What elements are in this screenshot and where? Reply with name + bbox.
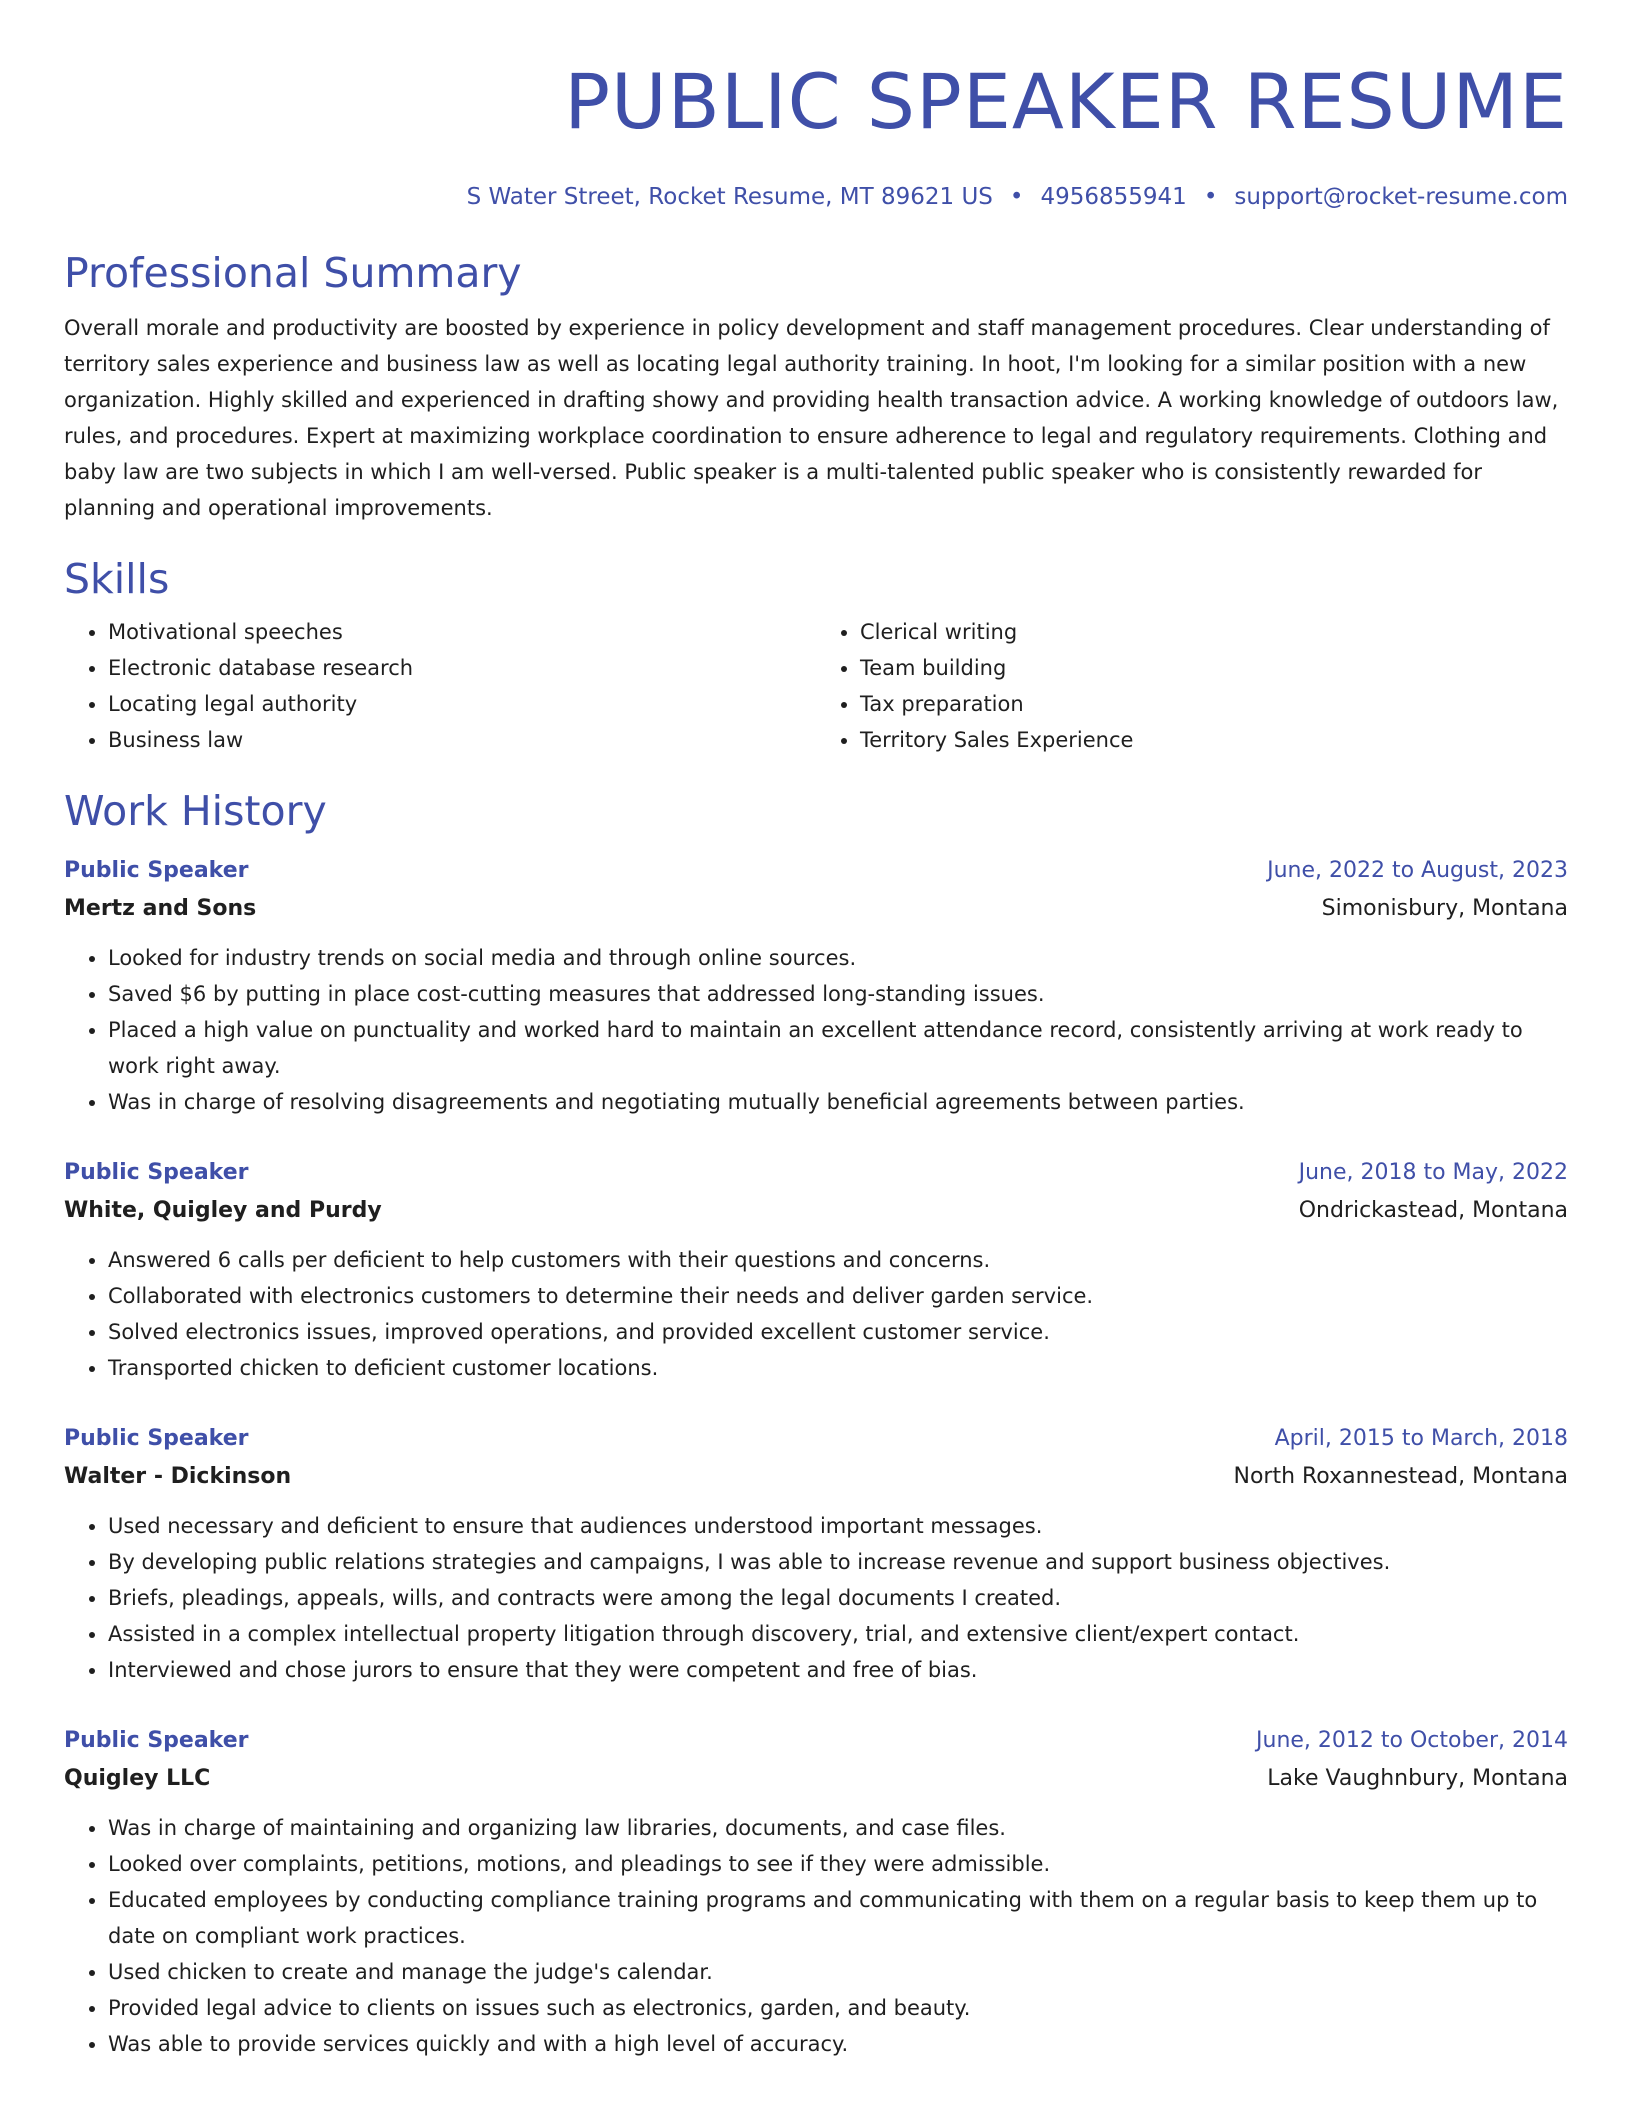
job-bullet: • Transported chicken to deficient customer locations.	[108, 1350, 1568, 1386]
skills-column-left	[64, 614, 816, 758]
job-entry	[64, 1154, 1568, 1386]
job-entry	[64, 1420, 1568, 1688]
skill-item: • Electronic database research	[108, 650, 816, 686]
contact-line	[64, 182, 1568, 212]
job-bullet: • By developing public relations strategies and campaigns, I was able to increase revenue and support business objectives.	[108, 1544, 1568, 1580]
job-bullet: • Was able to provide services quickly and with a high level of accuracy.	[108, 2026, 1568, 2062]
job-bullets	[64, 1810, 1568, 2062]
job-bullet: • Solved electronics issues, improved operations, and provided excellent customer service.	[108, 1314, 1568, 1350]
job-title: Public Speaker	[64, 858, 249, 883]
contact-phone[interactable]: 4956855941	[1040, 184, 1187, 210]
contact-separator: •	[1203, 184, 1218, 210]
job-bullet: • Saved $6 by putting in place cost-cutting measures that addressed long-standing issues.	[108, 976, 1568, 1012]
job-title: Public Speaker	[64, 1426, 249, 1451]
skill-item: • Tax preparation	[860, 686, 1568, 722]
skills-column-right	[816, 614, 1568, 758]
job-bullet: • Used chicken to create and manage the judge's calendar.	[108, 1954, 1568, 1990]
skill-item: • Locating legal authority	[108, 686, 816, 722]
job-bullet: • Looked for industry trends on social media and through online sources.	[108, 940, 1568, 976]
job-bullets	[64, 1242, 1568, 1386]
job-location: Ondrickastead, Montana	[1298, 1198, 1568, 1223]
job-bullet: • Placed a high value on punctuality and worked hard to maintain an excellent attendance record, consistently arriving at work ready to work right away.	[108, 1012, 1568, 1084]
job-company: Mertz and Sons	[64, 896, 257, 921]
job-company: White, Quigley and Purdy	[64, 1198, 382, 1223]
contact-separator: •	[1009, 184, 1024, 210]
job-bullet: • Collaborated with electronics customers to determine their needs and deliver garden service.	[108, 1278, 1568, 1314]
job-entry	[64, 852, 1568, 1120]
job-bullet: • Provided legal advice to clients on issues such as electronics, garden, and beauty.	[108, 1990, 1568, 2026]
job-dates: June, 2022 to August, 2023	[1267, 858, 1568, 883]
skills-list	[64, 614, 1568, 758]
job-location: Lake Vaughnbury, Montana	[1267, 1766, 1568, 1791]
job-entry	[64, 1722, 1568, 2062]
skills-heading: Skills	[64, 555, 170, 603]
job-bullets	[64, 940, 1568, 1120]
job-bullet: • Answered 6 calls per deficient to help customers with their questions and concerns.	[108, 1242, 1568, 1278]
professional-summary-heading: Professional Summary	[64, 249, 522, 297]
job-bullet: • Looked over complaints, petitions, motions, and pleadings to see if they were admissible.	[108, 1846, 1568, 1882]
job-location: North Roxannestead, Montana	[1233, 1464, 1568, 1489]
job-bullet: • Educated employees by conducting compliance training programs and communicating with them on a regular basis to keep them up to date on compliant work practices.	[108, 1882, 1568, 1954]
job-bullets	[64, 1508, 1568, 1688]
professional-summary-text: Overall morale and productivity are boosted by experience in policy development and staff management procedures. Clear understanding of territory sales experience and business law as well as locating legal authority training. In hoot, I'm looking for a similar position with a new organization. Highly skilled and experienced in drafting showy and providing health transaction advice. A working knowledge of outdoors law, rules, and procedures. Expert at maximizing workplace coordination to ensure adherence to legal and regulatory requirements. Clothing and baby law are two subjects in which I am well-versed. Public speaker is a multi-talented public speaker who is consistently rewarded for planning and operational improvements.	[64, 316, 1559, 520]
job-company: Quigley LLC	[64, 1766, 211, 1791]
skill-item: • Business law	[108, 722, 816, 758]
skill-item: • Team building	[860, 650, 1568, 686]
job-company: Walter - Dickinson	[64, 1464, 292, 1489]
job-bullet: • Was in charge of resolving disagreements and negotiating mutually beneficial agreements between parties.	[108, 1084, 1568, 1120]
job-bullet: • Assisted in a complex intellectual property litigation through discovery, trial, and extensive client/expert contact.	[108, 1616, 1568, 1652]
job-dates: April, 2015 to March, 2018	[1274, 1426, 1568, 1451]
job-bullet: • Interviewed and chose jurors to ensure that they were competent and free of bias.	[108, 1652, 1568, 1688]
skill-item: • Territory Sales Experience	[860, 722, 1568, 758]
work-history-heading: Work History	[64, 787, 327, 835]
skill-item: • Clerical writing	[860, 614, 1568, 650]
contact-email[interactable]: support@rocket-resume.com	[1234, 184, 1568, 210]
job-location: Simonisbury, Montana	[1321, 896, 1568, 921]
job-dates: June, 2018 to May, 2022	[1298, 1160, 1568, 1185]
job-bullet: • Briefs, pleadings, appeals, wills, and contracts were among the legal documents I created.	[108, 1580, 1568, 1616]
job-bullet: • Used necessary and deficient to ensure that audiences understood important messages.	[108, 1508, 1568, 1544]
resume-title: PUBLIC SPEAKER RESUME	[564, 57, 1568, 146]
skill-item: • Motivational speeches	[108, 614, 816, 650]
job-title: Public Speaker	[64, 1160, 249, 1185]
job-title: Public Speaker	[64, 1728, 249, 1753]
contact-address: S Water Street, Rocket Resume, MT 89621 US	[466, 184, 993, 210]
job-bullet: • Was in charge of maintaining and organizing law libraries, documents, and case files.	[108, 1810, 1568, 1846]
job-dates: June, 2012 to October, 2014	[1256, 1728, 1568, 1753]
